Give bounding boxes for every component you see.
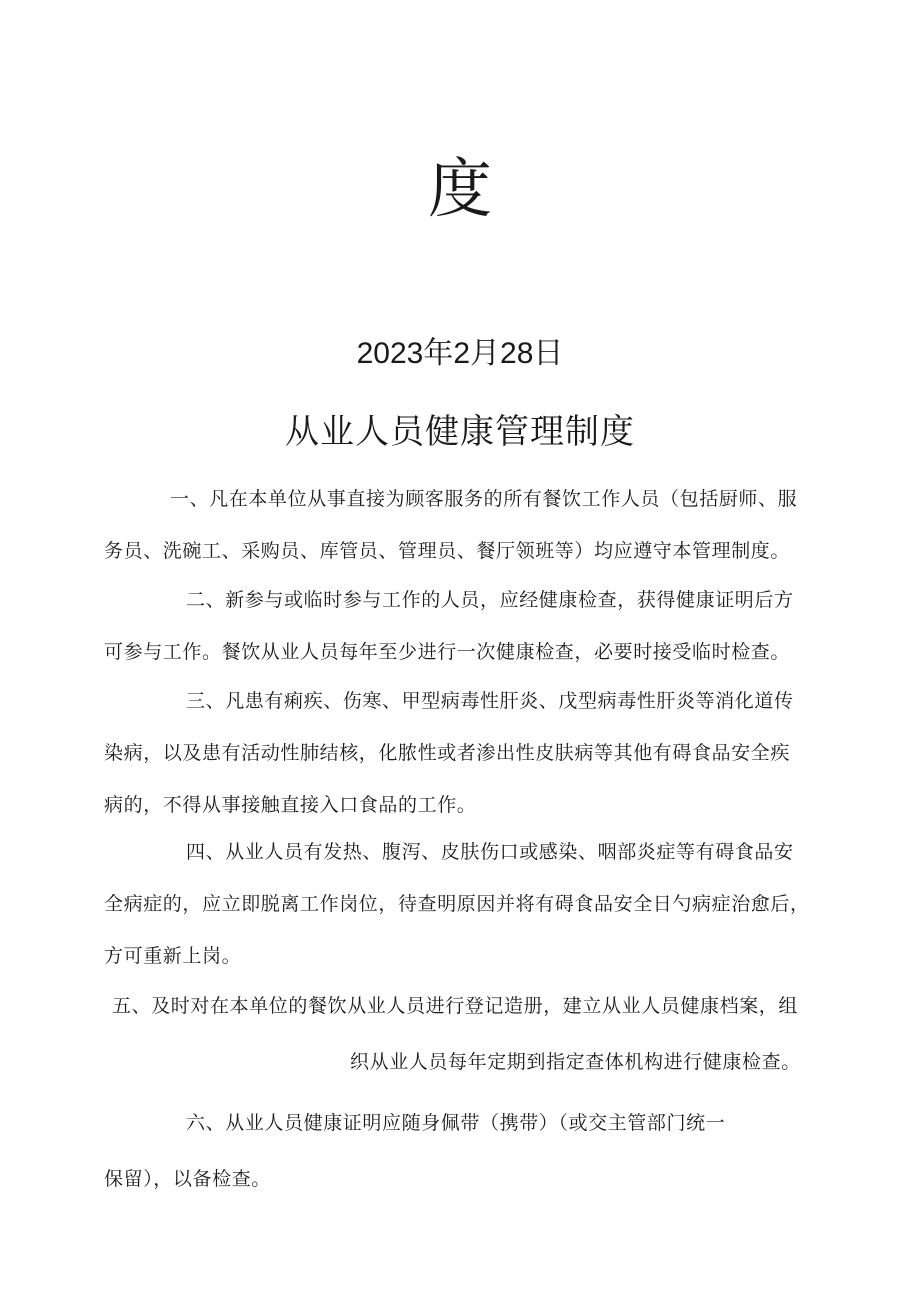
- paragraph-line: 一、凡在本单位从事直接为顾客服务的所有餐饮工作人员（包括厨师、服: [170, 488, 798, 510]
- paragraph-3: [104, 675, 824, 831]
- paragraph-6: [104, 1097, 824, 1205]
- paragraph-line: 六、从业人员健康证明应随身佩带（携带）（或交主管部门统一: [186, 1112, 726, 1134]
- paragraph-line: 可参与工作。餐饮从业人员每年至少进行一次健康检查，必要时接受临时检查。: [104, 641, 791, 663]
- paragraph-line: 四、从业人员有发热、腹泻、皮肤伤口或感染、咽部炎症等有碍食品安: [186, 841, 794, 863]
- document-date: 2023年2月28日: [356, 337, 564, 370]
- paragraph-line: 全病症的，应立即脱离工作岗位，待查明原因并将有碍食品安全日勺病症治愈后，: [104, 893, 810, 915]
- paragraph-line: 病的，不得从事接触直接入口食品的工作。: [104, 794, 477, 816]
- paragraph-line: 方可重新上岗。: [104, 945, 242, 967]
- paragraph-line: 二、新参与或临时参与工作的人员，应经健康检查，获得健康证明后方: [186, 589, 794, 611]
- paragraph-line: 三、凡患有痢疾、伤寒、甲型病毒性肝炎、戊型病毒性肝炎等消化道传: [186, 690, 794, 712]
- paragraph-5: [104, 980, 824, 1088]
- paragraph-line: 务员、洗碗工、采购员、库管员、管理员、餐厅领班等）均应遵守本管理制度。: [104, 540, 791, 562]
- paragraph-line: 保留），以备检查。: [104, 1168, 271, 1190]
- document-title: 从业人员健康管理制度: [285, 412, 635, 452]
- paragraph-line: 染病，以及患有活动性肺结核，化脓性或者渗出性皮肤病等其他有碍食品安全疾: [104, 742, 791, 764]
- paragraph-line: 织从业人员每年定期到指定查体机构进行健康检查。: [350, 1051, 801, 1073]
- paragraph-1: [104, 473, 824, 577]
- paragraph-2: [104, 574, 824, 678]
- paragraph-line: 五、及时对在本单位的餐饮从业人员进行登记造册，建立从业人员健康档案，组: [112, 995, 799, 1017]
- heading-fragment: 度: [428, 153, 492, 227]
- paragraph-4: [104, 826, 824, 982]
